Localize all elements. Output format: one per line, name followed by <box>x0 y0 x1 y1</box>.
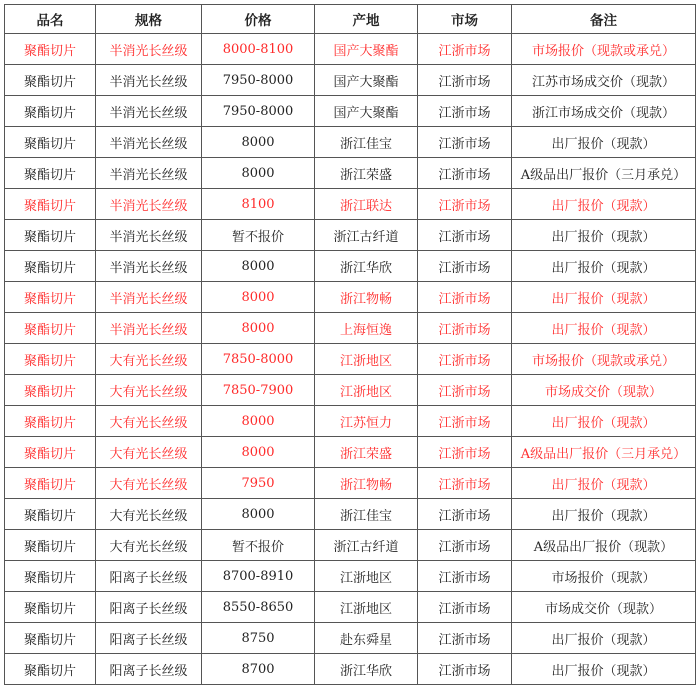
origin-cell: 浙江荣盛 <box>315 437 418 468</box>
market-cell: 江浙市场 <box>418 251 512 282</box>
remarks-cell: 江苏市场成交价（现款） <box>512 65 696 96</box>
price-cell: 8000 <box>202 313 315 344</box>
origin-cell: 浙江荣盛 <box>315 158 418 189</box>
price-cell: 暂不报价 <box>202 220 315 251</box>
market-cell: 江浙市场 <box>418 65 512 96</box>
product-name-cell: 聚酯切片 <box>5 561 96 592</box>
market-cell: 江浙市场 <box>418 654 512 685</box>
table-row <box>5 313 696 344</box>
specification-cell: 大有光长丝级 <box>96 406 202 437</box>
specification-cell: 半消光长丝级 <box>96 251 202 282</box>
table-row <box>5 220 696 251</box>
origin-cell: 浙江佳宝 <box>315 499 418 530</box>
price-cell: 7950 <box>202 468 315 499</box>
price-cell: 8550-8650 <box>202 592 315 623</box>
header-row <box>5 5 696 34</box>
market-cell: 江浙市场 <box>418 592 512 623</box>
market-cell: 江浙市场 <box>418 530 512 561</box>
price-cell: 8000 <box>202 251 315 282</box>
price-cell: 7950-8000 <box>202 65 315 96</box>
price-cell: 8700-8910 <box>202 561 315 592</box>
header-market: 市场 <box>418 5 512 34</box>
specification-cell: 半消光长丝级 <box>96 313 202 344</box>
price-cell: 7850-7900 <box>202 375 315 406</box>
market-cell: 江浙市场 <box>418 282 512 313</box>
price-cell: 8000 <box>202 437 315 468</box>
specification-cell: 半消光长丝级 <box>96 158 202 189</box>
market-cell: 江浙市场 <box>418 623 512 654</box>
origin-cell: 浙江古纤道 <box>315 220 418 251</box>
header-specification: 规格 <box>96 5 202 34</box>
price-cell: 8700 <box>202 654 315 685</box>
origin-cell: 国产大聚酯 <box>315 34 418 65</box>
table-header <box>5 5 696 34</box>
price-cell: 8000 <box>202 282 315 313</box>
remarks-cell: 出厂报价（现款） <box>512 406 696 437</box>
origin-cell: 浙江联达 <box>315 189 418 220</box>
market-cell: 江浙市场 <box>418 158 512 189</box>
price-cell: 8000 <box>202 499 315 530</box>
table-row <box>5 189 696 220</box>
table-row <box>5 344 696 375</box>
remarks-cell: 出厂报价（现款） <box>512 189 696 220</box>
origin-cell: 国产大聚酯 <box>315 65 418 96</box>
origin-cell: 江浙地区 <box>315 561 418 592</box>
remarks-cell: A级品出厂报价（三月承兑） <box>512 158 696 189</box>
price-cell: 暂不报价 <box>202 530 315 561</box>
table-row <box>5 561 696 592</box>
origin-cell: 浙江物畅 <box>315 468 418 499</box>
remarks-cell: 出厂报价（现款） <box>512 282 696 313</box>
table-row <box>5 437 696 468</box>
header-origin: 产地 <box>315 5 418 34</box>
market-cell: 江浙市场 <box>418 96 512 127</box>
remarks-cell: 出厂报价（现款） <box>512 623 696 654</box>
product-name-cell: 聚酯切片 <box>5 251 96 282</box>
specification-cell: 大有光长丝级 <box>96 530 202 561</box>
specification-cell: 半消光长丝级 <box>96 282 202 313</box>
specification-cell: 大有光长丝级 <box>96 375 202 406</box>
remarks-cell: 市场报价（现款或承兑） <box>512 34 696 65</box>
product-name-cell: 聚酯切片 <box>5 313 96 344</box>
market-cell: 江浙市场 <box>418 344 512 375</box>
product-name-cell: 聚酯切片 <box>5 220 96 251</box>
origin-cell: 江浙地区 <box>315 375 418 406</box>
product-name-cell: 聚酯切片 <box>5 127 96 158</box>
market-cell: 江浙市场 <box>418 437 512 468</box>
specification-cell: 半消光长丝级 <box>96 65 202 96</box>
specification-cell: 半消光长丝级 <box>96 34 202 65</box>
table-row <box>5 592 696 623</box>
specification-cell: 大有光长丝级 <box>96 468 202 499</box>
market-cell: 江浙市场 <box>418 313 512 344</box>
product-name-cell: 聚酯切片 <box>5 96 96 127</box>
table-row <box>5 468 696 499</box>
remarks-cell: 出厂报价（现款） <box>512 654 696 685</box>
table-row <box>5 34 696 65</box>
table-row <box>5 406 696 437</box>
specification-cell: 阳离子长丝级 <box>96 623 202 654</box>
product-name-cell: 聚酯切片 <box>5 437 96 468</box>
origin-cell: 江苏恒力 <box>315 406 418 437</box>
table-row <box>5 375 696 406</box>
product-name-cell: 聚酯切片 <box>5 468 96 499</box>
product-name-cell: 聚酯切片 <box>5 623 96 654</box>
remarks-cell: 出厂报价（现款） <box>512 220 696 251</box>
header-price: 价格 <box>202 5 315 34</box>
price-cell: 8100 <box>202 189 315 220</box>
remarks-cell: 出厂报价（现款） <box>512 468 696 499</box>
remarks-cell: 浙江市场成交价（现款） <box>512 96 696 127</box>
product-name-cell: 聚酯切片 <box>5 375 96 406</box>
specification-cell: 大有光长丝级 <box>96 344 202 375</box>
origin-cell: 上海恒逸 <box>315 313 418 344</box>
table-row <box>5 530 696 561</box>
product-name-cell: 聚酯切片 <box>5 282 96 313</box>
table-row <box>5 499 696 530</box>
remarks-cell: 市场报价（现款或承兑） <box>512 344 696 375</box>
origin-cell: 浙江佳宝 <box>315 127 418 158</box>
origin-cell: 国产大聚酯 <box>315 96 418 127</box>
product-name-cell: 聚酯切片 <box>5 406 96 437</box>
market-cell: 江浙市场 <box>418 189 512 220</box>
specification-cell: 半消光长丝级 <box>96 189 202 220</box>
table-row <box>5 282 696 313</box>
origin-cell: 浙江华欣 <box>315 654 418 685</box>
specification-cell: 半消光长丝级 <box>96 127 202 158</box>
product-name-cell: 聚酯切片 <box>5 654 96 685</box>
price-cell: 8000 <box>202 127 315 158</box>
specification-cell: 阳离子长丝级 <box>96 561 202 592</box>
price-table <box>4 4 696 685</box>
origin-cell: 浙江华欣 <box>315 251 418 282</box>
remarks-cell: 出厂报价（现款） <box>512 127 696 158</box>
price-cell: 7950-8000 <box>202 96 315 127</box>
specification-cell: 大有光长丝级 <box>96 499 202 530</box>
table-body <box>5 34 696 685</box>
remarks-cell: 市场成交价（现款） <box>512 375 696 406</box>
price-cell: 8000-8100 <box>202 34 315 65</box>
market-cell: 江浙市场 <box>418 34 512 65</box>
specification-cell: 半消光长丝级 <box>96 220 202 251</box>
market-cell: 江浙市场 <box>418 499 512 530</box>
specification-cell: 大有光长丝级 <box>96 437 202 468</box>
remarks-cell: 出厂报价（现款） <box>512 499 696 530</box>
product-name-cell: 聚酯切片 <box>5 499 96 530</box>
table-row <box>5 158 696 189</box>
origin-cell: 赴东舜星 <box>315 623 418 654</box>
price-cell: 7850-8000 <box>202 344 315 375</box>
table-row <box>5 654 696 685</box>
market-cell: 江浙市场 <box>418 220 512 251</box>
market-cell: 江浙市场 <box>418 561 512 592</box>
remarks-cell: 市场成交价（现款） <box>512 592 696 623</box>
table-row <box>5 251 696 282</box>
table-row <box>5 65 696 96</box>
origin-cell: 浙江物畅 <box>315 282 418 313</box>
header-remarks: 备注 <box>512 5 696 34</box>
product-name-cell: 聚酯切片 <box>5 34 96 65</box>
market-cell: 江浙市场 <box>418 375 512 406</box>
remarks-cell: A级品出厂报价（三月承兑） <box>512 437 696 468</box>
origin-cell: 江浙地区 <box>315 592 418 623</box>
header-product-name: 品名 <box>5 5 96 34</box>
specification-cell: 半消光长丝级 <box>96 96 202 127</box>
market-cell: 江浙市场 <box>418 127 512 158</box>
market-cell: 江浙市场 <box>418 468 512 499</box>
table-row <box>5 623 696 654</box>
specification-cell: 阳离子长丝级 <box>96 592 202 623</box>
origin-cell: 江浙地区 <box>315 344 418 375</box>
origin-cell: 浙江古纤道 <box>315 530 418 561</box>
price-cell: 8000 <box>202 406 315 437</box>
product-name-cell: 聚酯切片 <box>5 344 96 375</box>
product-name-cell: 聚酯切片 <box>5 65 96 96</box>
price-cell: 8750 <box>202 623 315 654</box>
remarks-cell: 出厂报价（现款） <box>512 251 696 282</box>
specification-cell: 阳离子长丝级 <box>96 654 202 685</box>
product-name-cell: 聚酯切片 <box>5 592 96 623</box>
market-cell: 江浙市场 <box>418 406 512 437</box>
product-name-cell: 聚酯切片 <box>5 530 96 561</box>
product-name-cell: 聚酯切片 <box>5 189 96 220</box>
remarks-cell: 市场报价（现款） <box>512 561 696 592</box>
price-cell: 8000 <box>202 158 315 189</box>
remarks-cell: 出厂报价（现款） <box>512 313 696 344</box>
product-name-cell: 聚酯切片 <box>5 158 96 189</box>
table-row <box>5 127 696 158</box>
table-row <box>5 96 696 127</box>
remarks-cell: A级品出厂报价（现款） <box>512 530 696 561</box>
